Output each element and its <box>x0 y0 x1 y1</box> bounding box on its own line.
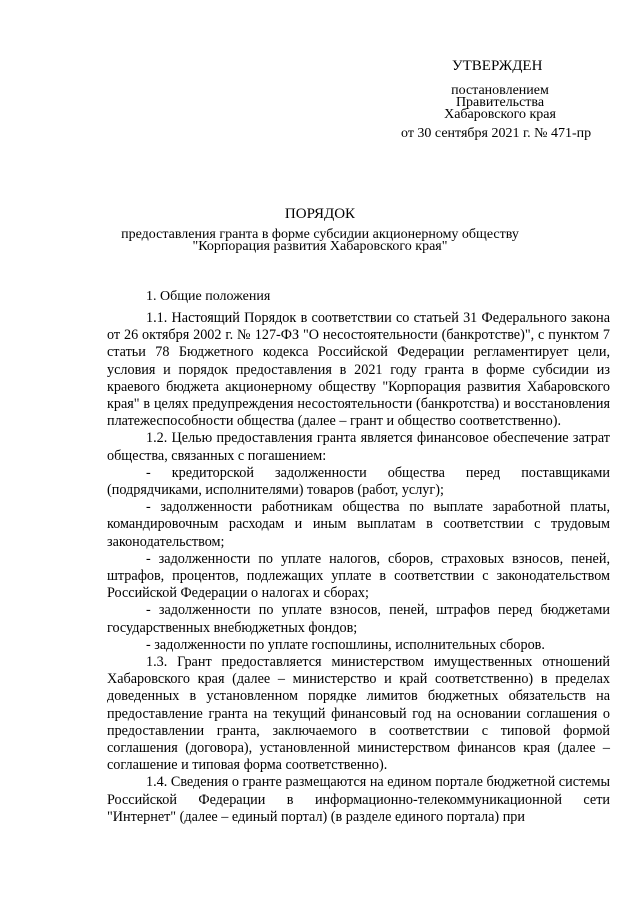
paragraph-1-1: 1.1. Настоящий Порядок в соответствии со статьей 31 Федерального закона от 26 октября 2002 г. № 127-ФЗ "О несостоятельности (банкротстве)", с пунктом 7 статьи 78 Бюджетного кодекса Российской Федерации регламентирует цели, условия и порядок предоставления в 2021 году гранта в форме субсидии из краевого бюджета акционерному обществу "Корпорация развития Хабаровского края" в целях предупреждения несостоятельности (банкротства) и восстановления платежеспособности общества (далее – грант и общество соответственно). <box>107 310 610 430</box>
section-heading: 1. Общие положения <box>146 289 271 304</box>
document-body <box>107 310 610 826</box>
list-item: - кредиторской задолженности общества перед поставщиками (подрядчиками, исполнителями) товаров (работ, услуг); <box>107 464 610 499</box>
document-subtitle-line: "Корпорация развития Хабаровского края" <box>192 239 448 254</box>
approval-line: Хабаровского края <box>444 107 556 122</box>
approval-line: Правительства <box>455 95 545 110</box>
approval-line: постановлением <box>451 83 549 98</box>
document-title: ПОРЯДОК <box>284 206 356 222</box>
paragraph-1-3: 1.3. Грант предоставляется министерством имущественных отношений Хабаровского края (далее – министерство и край соответственно) в пределах доведенных в установленном порядке лимитов бюджетных обязательств на предоставление гранта на текущий финансовый год на основании соглашения о предоставлении гранта, заключаемого в соответствии с типовой формой соглашения (договора), установленной министерством финансов края (далее – соглашение и типовая форма соответственно). <box>107 654 610 774</box>
list-item: - задолженности по уплате взносов, пеней, штрафов перед бюджетами государственных внебюджетных фондов; <box>107 602 610 636</box>
list-item: - задолженности работникам общества по выплате заработной платы, командировочным расходам и иным выплатам в соответствии с трудовым законодательством; <box>107 499 610 550</box>
document-subtitle-line: предоставления гранта в форме субсидии акционерному обществу <box>121 227 519 242</box>
paragraph-1-2: 1.2. Целью предоставления гранта является финансовое обеспечение затрат общества, связанных с погашением: <box>107 430 610 464</box>
approval-date-line: от 30 сентября 2021 г. № 471-пр <box>401 126 592 141</box>
list-item: - задолженности по уплате госпошлины, исполнительных сборов. <box>146 636 545 653</box>
paragraph-1-4: 1.4. Сведения о гранте размещаются на едином портале бюджетной системы Российской Федерации в информационно-телекоммуникационной сети "Интернет" (далее – единый портал) (в разделе единого портала) при <box>107 774 610 825</box>
list-item: - задолженности по уплате налогов, сборов, страховых взносов, пеней, штрафов, процентов, подлежащих уплате в соответствии с законодательством Российской Федерации о налогах и сборах; <box>107 550 610 602</box>
approval-heading: УТВЕРЖДЕН <box>452 58 543 74</box>
